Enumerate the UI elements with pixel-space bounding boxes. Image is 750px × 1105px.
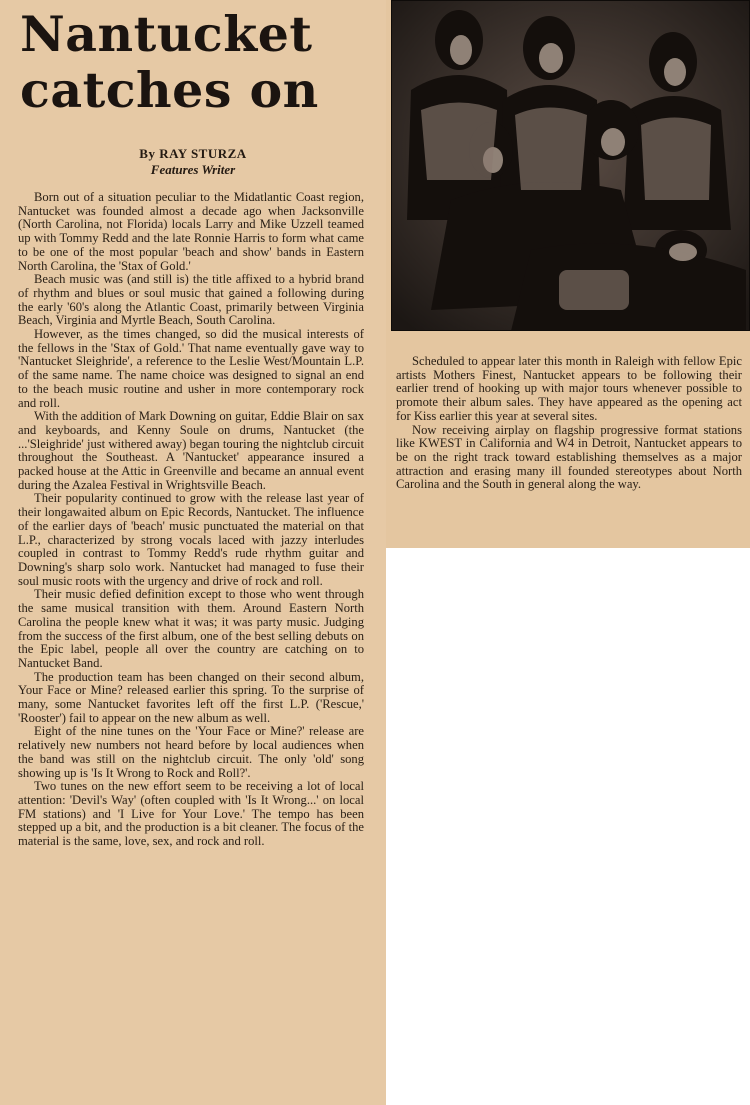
byline-block [0,146,386,178]
paragraph: Scheduled to appear later this month in Raleigh with fellow Epic artists Mothers Finest, Nantucket appears to be following their earlier trend of hooking up with major tours whenever possible to promote their album sales. They have appeared as the opening act for Kiss earlier this year at several sites. [396,354,742,423]
byline: By RAY STURZA [139,146,247,161]
right-column [396,355,742,492]
paragraph: Two tunes on the new effort seem to be receiving a lot of local attention: 'Devil's Way' (often coupled with 'Is It Wrong...' on local FM stations) and 'I Live for Your Love.' The tempo has been stepped up a bit, and the production is a bit cleaner. The focus of the material is the same, love, sex, and rock and roll. [18,779,364,849]
band-photo-illustration [391,0,750,331]
headline [20,6,380,118]
headline-line-2: catches on [20,61,319,119]
paragraph: Born out of a situation peculiar to the Midatlantic Coast region, Nantucket was founded almost a decade ago when Jacksonville (North Carolina, not Florida) locals Larry and Mike Uzzell teamed up with Tommy Redd and the late Ronnie Harris to form what came to be one of the most popular 'beach and show' bands in Eastern North Carolina, the 'Stax of Gold.' [18,190,364,273]
paragraph: Now receiving airplay on flagship progressive format stations like KWEST in California and W4 in Detroit, Nantucket appears to be on the right track toward establishing themselves as a major attraction and erasing many ill founded stereotypes about North Carolina and the South in general along the way. [396,422,742,492]
left-column [18,191,364,849]
paragraph: Beach music was (and still is) the title affixed to a hybrid brand of rhythm and blues or soul music that gained a following during the early '60's along the Atlantic Coast, primarily between Virginia Beach, Virginia and Myrtle Beach, South Carolina. [18,272,364,328]
paragraph: With the addition of Mark Downing on guitar, Eddie Blair on sax and keyboards, and Kenny Soule on drums, Nantucket (the ...'Sleighride' just withered away) began touring the nightclub circuit throughout the Southeast. A 'Nantucket' appearance insured a packed house at the Attic in Greenville and became an annual event during the Azalea Festival in Wrightsville Beach. [18,409,364,492]
headline-line-1: Nantucket [20,5,313,63]
paragraph: Eight of the nine tunes on the 'Your Face or Mine?' release are relatively new numbers not heard before by local audiences when the band was still on the nightclub circuit. The only 'old' song showing up is 'Is It Wrong to Rock and Roll?'. [18,724,364,780]
paragraph: Their popularity continued to grow with the release last year of their longawaited album on Epic Records, Nantucket. The influence of the earlier days of 'beach' music punctuated the material on that L.P., characterized by strong vocals laced with jazzy interludes coupled in contrast to Tommy Redd's rude rhythm guitar and Downing's sharp solo work. Nantucket had managed to fuse their soul music roots with the urgency and drive of rock and roll. [18,491,364,588]
band-photo [391,0,750,331]
paragraph: However, as the times changed, so did the musical interests of the fellows in the 'Stax of Gold.' That name eventually gave way to 'Nantucket Sleighride', a reference to the Leslie West/Mountain L.P. of the same name. The name choice was designed to signal an end to the beach music routine and usher in more contemporary rock and roll. [18,327,364,410]
paragraph: The production team has been changed on their second album, Your Face or Mine? released earlier this spring. To the surprise of many, some Nantucket favorites left off the first L.P. ('Rescue,' 'Rooster') fail to appear on the new album as well. [18,669,364,725]
author-role: Features Writer [150,162,236,177]
paragraph: Their music defied definition except to those who went through the same musical transition with them. Around Eastern North Carolina the people knew what it was; it was party music. Judging from the success of the first album, one of the best selling debuts on the Epic label, people all over the country are catching on to Nantucket Band. [18,587,364,670]
